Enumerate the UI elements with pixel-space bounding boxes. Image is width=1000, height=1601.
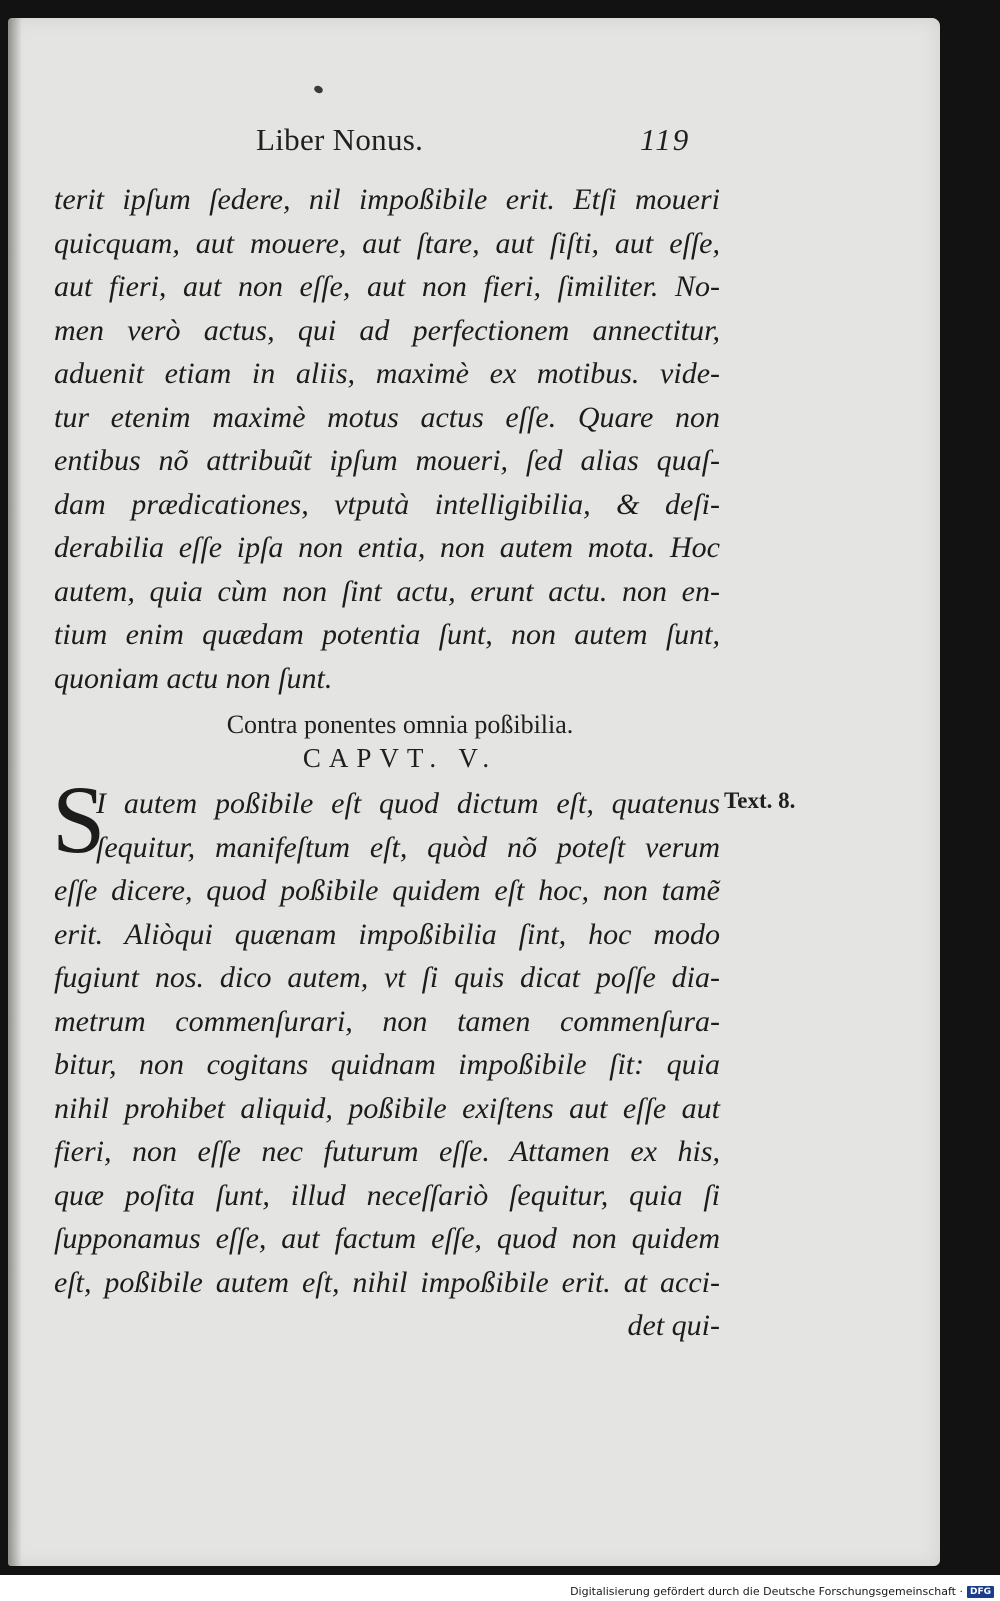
- text-line: I autem poßibile eſt quod dictum eſt, quatenus: [96, 787, 720, 820]
- text-line: dam prædicationes, vtputà intelligibilia, & deſi-: [54, 487, 720, 521]
- paragraph-2: [54, 782, 720, 1348]
- text-line: metrum commenſurari, non tamen commenſura-: [54, 1004, 720, 1038]
- digitization-credit: [570, 1585, 994, 1598]
- text-line: eſt, poßibile autem eſt, nihil impoßibile erit. at acci-: [54, 1265, 720, 1299]
- text-line: terit ipſum ſedere, nil impoßibile erit. Etſi moueri: [54, 183, 720, 216]
- text-line: aduenit etiam in aliis, maximè ex motibus. vide-: [54, 357, 720, 390]
- text-line: men verò actus, qui ad perfectionem annectitur,: [54, 313, 720, 347]
- book-page: [8, 18, 940, 1566]
- text-line: nihil prohibet aliquid, poßibile exiſtens aut eſſe aut: [54, 1091, 720, 1125]
- paragraph-1: [54, 178, 720, 700]
- page-header: [8, 122, 728, 166]
- text-line: entibus nõ attribuũt ipſum moueri, ſed alias quaſ-: [54, 444, 720, 477]
- margin-note: Text. 8.: [724, 788, 796, 813]
- text-line: aut fieri, aut non eſſe, aut non fieri, ſimiliter. No-: [54, 270, 720, 303]
- text-line: quicquam, aut mouere, aut ſtare, aut ſiſti, aut eſſe,: [54, 226, 720, 260]
- text-line: ſupponamus eſſe, aut factum eſſe, quod non quidem: [54, 1222, 720, 1255]
- catchword: det qui-: [627, 1309, 720, 1342]
- text-line: fugiunt nos. dico autem, vt ſi quis dicat poſſe dia-: [54, 961, 720, 994]
- text-line: erit. Aliòqui quænam impoßibilia ſint, hoc modo: [54, 917, 720, 951]
- text-line: fieri, non eſſe nec futurum eſſe. Attamen ex his,: [54, 1135, 720, 1168]
- section-title: [8, 710, 768, 740]
- running-head: Liber Nonus.: [256, 122, 424, 157]
- text-line: eſſe dicere, quod poßibile quidem eſt hoc, non tamẽ: [54, 874, 720, 907]
- section-title-text: Contra ponentes omnia poßibilia.: [226, 710, 574, 739]
- chapter-heading-text: CAPVT. V.: [302, 743, 498, 773]
- text-line: bitur, non cogitans quidnam impoßibile ſit: quia: [54, 1048, 720, 1081]
- chapter-heading: [8, 743, 768, 774]
- credit-text: Digitalisierung gefördert durch die Deutsche Forschungsgemeinschaft ·: [570, 1585, 963, 1598]
- text-line: quæ poſita ſunt, illud neceſſariò ſequitur, quia ſi: [54, 1178, 720, 1212]
- text-line: tium enim quædam potentia ſunt, non autem ſunt,: [54, 618, 720, 651]
- text-line: autem, quia cùm non ſint actu, erunt actu. non en-: [54, 574, 720, 608]
- drop-cap-initial: S: [52, 766, 106, 873]
- text-line: ſequitur, manifeſtum eſt, quòd nõ poteſt verum: [96, 830, 720, 864]
- text-line: tur etenim maximè motus actus eſſe. Quare non: [54, 400, 720, 434]
- page-number: 119: [640, 122, 691, 157]
- ink-spot: [313, 84, 324, 94]
- dfg-logo-icon: DFG: [967, 1586, 994, 1598]
- text-line: quoniam actu non ſunt.: [54, 661, 333, 695]
- text-line: derabilia eſſe ipſa non entia, non autem mota. Hoc: [54, 531, 720, 564]
